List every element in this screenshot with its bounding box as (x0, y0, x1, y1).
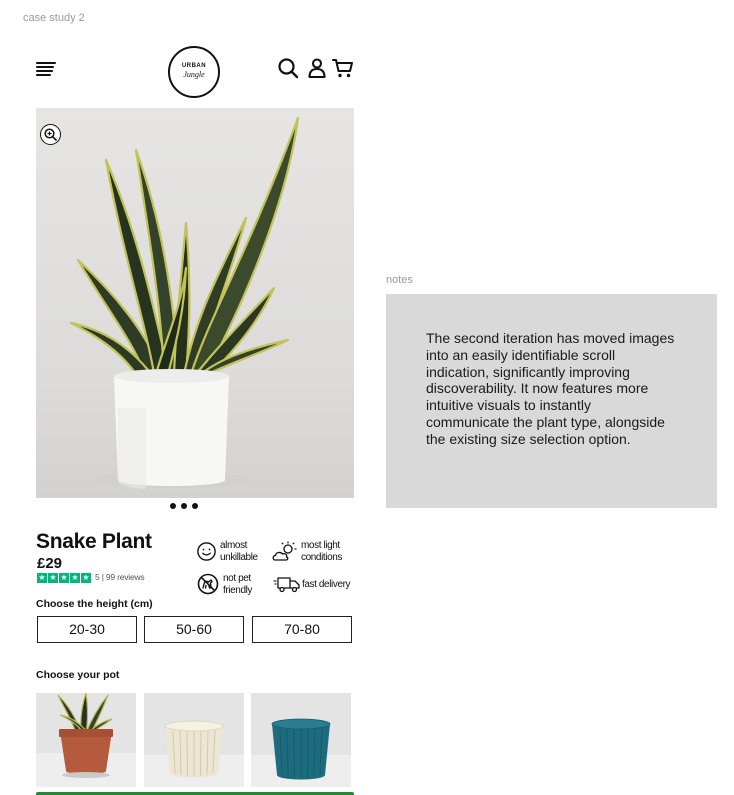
feature-unkillable-line1: almost (220, 540, 248, 551)
star-icon: ★ (49, 573, 57, 582)
product-price: £29 (37, 555, 63, 572)
cart-icon[interactable] (332, 57, 354, 79)
user-icon[interactable] (306, 57, 328, 79)
product-title: Snake Plant (36, 530, 152, 553)
delivery-truck-icon (273, 576, 301, 593)
hamburger-menu-icon[interactable] (36, 62, 56, 76)
star-icon: ★ (82, 573, 90, 582)
pot-option-teal[interactable] (251, 693, 351, 787)
pot-section-title: Choose your pot (36, 669, 120, 681)
height-section-title: Choose the height (cm) (36, 598, 153, 610)
notes-text: The second iteration has moved images into an easily identifiable scroll indication, significantly improving discoverability. It now features more intuitive visuals to instantly communicate the plant type, alongside the existing size selection option. (426, 330, 675, 447)
logo-text-top: URBAN (181, 63, 207, 69)
height-option-70-80[interactable]: 70-80 (252, 616, 352, 643)
feature-pet-line1: not pet (223, 573, 251, 584)
carousel-indicator (170, 503, 200, 509)
sun-cloud-icon (272, 541, 298, 563)
feature-delivery-text: fast delivery (302, 579, 351, 590)
height-option-50-60[interactable]: 50-60 (144, 616, 244, 643)
carousel-dot-3[interactable] (192, 503, 198, 509)
feature-unkillable-line2: unkillable (220, 552, 258, 563)
feature-light-line1: most light (301, 540, 340, 551)
rating-stars (37, 573, 91, 583)
star-icon: ★ (38, 573, 46, 582)
snake-plant-photo (36, 108, 354, 498)
teal-pot-image (251, 693, 351, 787)
pot-option-cream[interactable] (144, 693, 244, 787)
carousel-dot-2[interactable] (181, 503, 187, 509)
zoom-in-icon[interactable] (40, 124, 61, 145)
star-icon: ★ (60, 573, 68, 582)
terracotta-pot-image (36, 693, 136, 787)
carousel-dot-1[interactable] (170, 503, 176, 509)
notes-label: notes (386, 274, 413, 286)
brand-logo[interactable] (168, 46, 220, 98)
smiley-icon (196, 541, 217, 562)
star-icon: ★ (71, 573, 79, 582)
pot-option-terracotta[interactable] (36, 693, 136, 787)
logo-text-script: Jungle (183, 70, 205, 79)
notes-panel (386, 294, 717, 508)
height-option-20-30[interactable]: 20-30 (37, 616, 137, 643)
review-count[interactable]: 5 | 99 reviews (95, 572, 145, 582)
frame-label: case study 2 (23, 12, 85, 24)
feature-light-line2: conditions (301, 552, 343, 563)
no-pet-icon (197, 573, 219, 595)
product-image[interactable] (36, 108, 354, 498)
search-icon[interactable] (277, 57, 299, 79)
cream-pot-image (144, 693, 244, 787)
feature-pet-line2: friendly (223, 585, 253, 596)
